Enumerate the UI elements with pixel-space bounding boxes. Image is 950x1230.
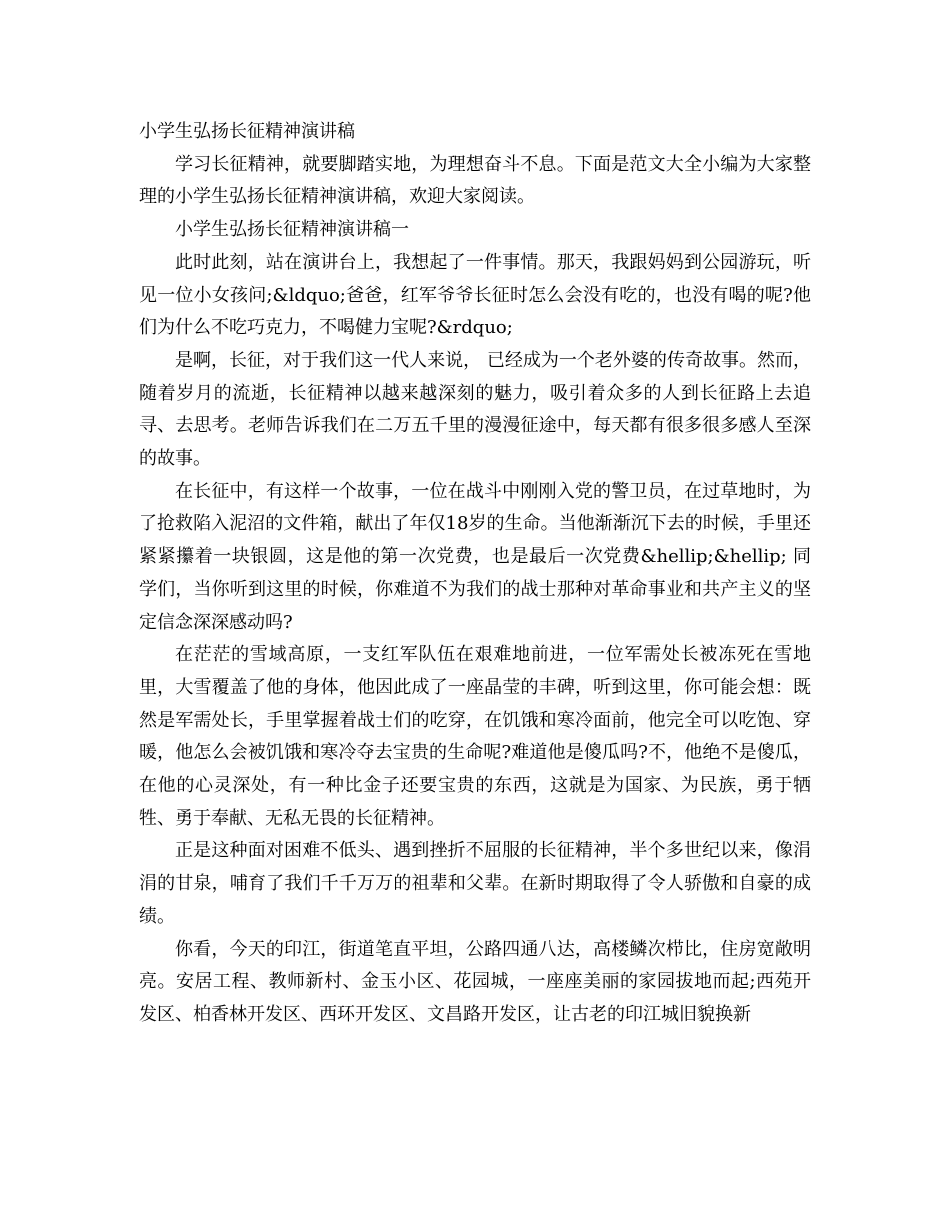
paragraph: 你看，今天的印江，街道笔直平坦，公路四通八达，高楼鳞次栉比，住房宽敞明亮。安居工程、教师新村、金玉小区、花园城，一座座美丽的家园拔地而起;西苑开发区、柏香林开发区、西环开发区、文昌路开发区，让古老的印江城旧貌换新 [139,938,811,1025]
document-title: 小学生弘扬长征精神演讲稿 [139,121,355,142]
paragraph: 正是这种面对困难不低头、遇到挫折不屈服的长征精神，半个多世纪以来，像涓涓的甘泉，哺育了我们千千万万的祖辈和父辈。在新时期取得了令人骄傲和自豪的成绩。 [139,840,811,927]
document-body [139,116,811,1032]
section-heading: 小学生弘扬长征精神演讲稿一 [175,219,409,241]
paragraph: 是啊，长征，对于我们这一代人来说， 已经成为一个老外婆的传奇故事。然而，随着岁月的流逝，长征精神以越来越深刻的魅力，吸引着众多的人到长征路上去追寻、去思考。老师告诉我们在二万五千里的漫漫征途中，每天都有很多很多感人至深的故事。 [139,349,811,470]
paragraph: 此时此刻，站在演讲台上，我想起了一件事情。那天，我跟妈妈到公园游玩，听见一位小女孩问;&ldquo;爸爸，红军爷爷长征时怎么会没有吃的，也没有喝的呢?他们为什么不吃巧克力，不喝健力宝呢?&rdquo; [139,251,811,339]
paragraph: 在茫茫的雪域高原，一支红军队伍在艰难地前进，一位军需处长被冻死在雪地里，大雪覆盖了他的身体，他因此成了一座晶莹的丰碑，听到这里，你可能会想：既然是军需处长，手里掌握着战士们的吃穿，在饥饿和寒冷面前，他完全可以吃饱、穿暖，他怎么会被饥饿和寒冷夺去宝贵的生命呢?难道他是傻瓜吗?不，他绝不是傻瓜，在他的心灵深处，有一种比金子还要宝贵的东西，这就是为国家、为民族，勇于牺牲、勇于奉献、无私无畏的长征精神。 [139,644,811,829]
paragraph: 在长征中，有这样一个故事，一位在战斗中刚刚入党的警卫员，在过草地时，为了抢救陷入泥沼的文件箱，献出了年仅18岁的生命。当他渐渐沉下去的时候，手里还紧紧攥着一块银圆，这是他的第一次党费，也是最后一次党费&hellip;&hellip; 同学们，当你听到这里的时候，你难道不为我们的战士那种对革命事业和共产主义的坚定信念深深感动吗? [139,480,811,633]
paragraph-intro: 学习长征精神，就要脚踏实地，为理想奋斗不息。下面是范文大全小编为大家整理的小学生弘扬长征精神演讲稿，欢迎大家阅读。 [139,153,811,208]
